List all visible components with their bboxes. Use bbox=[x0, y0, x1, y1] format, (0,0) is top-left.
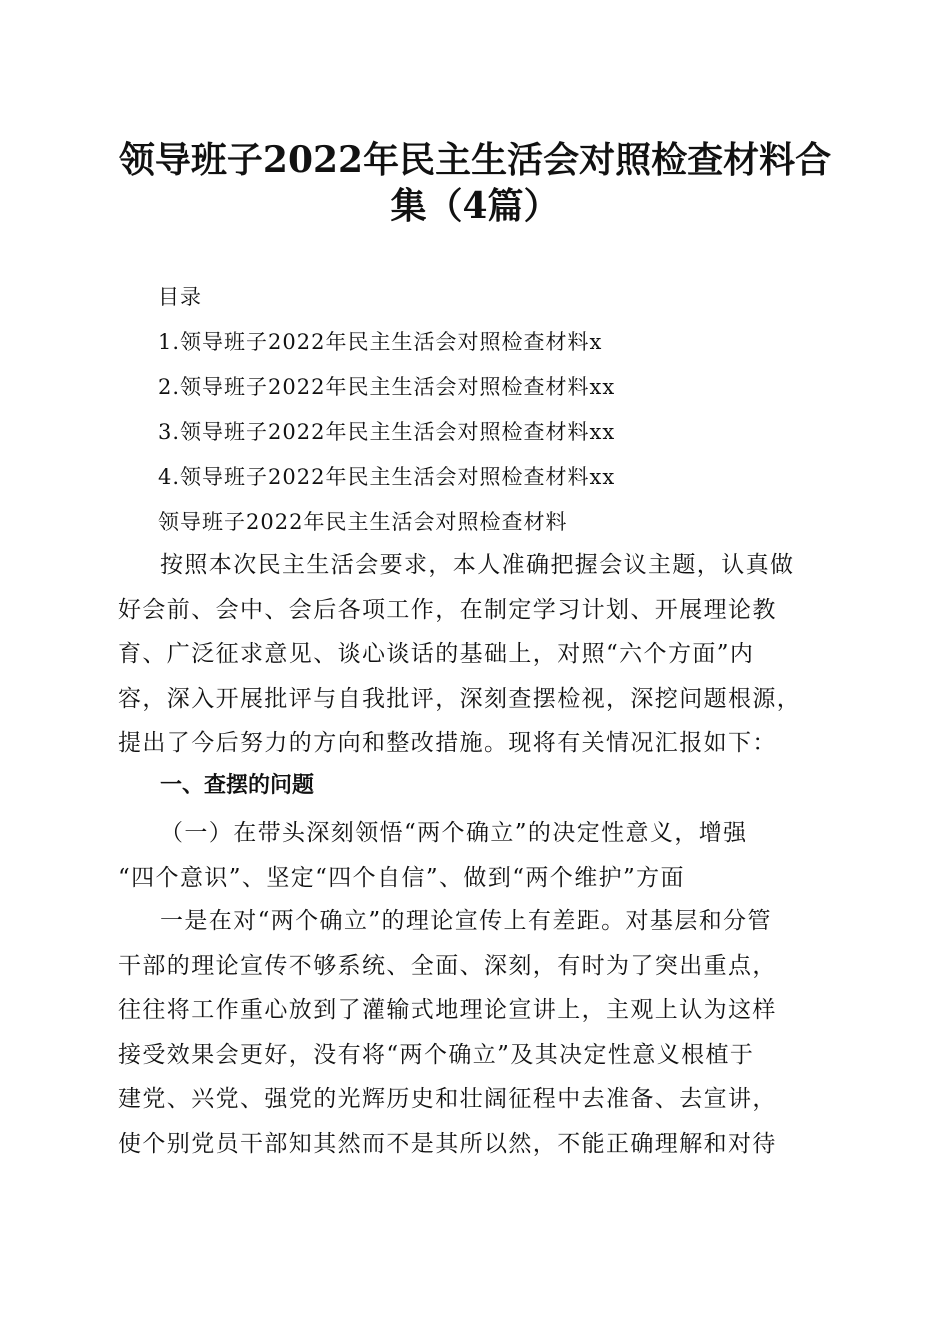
section-title: 领导班子2022年民主生活会对照检查材料 bbox=[158, 510, 568, 534]
body-line: 使个别党员干部知其然而不是其所以然，不能正确理解和对待 bbox=[118, 1130, 777, 1157]
subheading-line: “四个意识”、坚定“四个自信”、做到“两个维护”方面 bbox=[118, 864, 685, 891]
intro-line: 提出了今后努力的方向和整改措施。现将有关情况汇报如下： bbox=[118, 730, 777, 756]
toc-item-3: 3.领导班子2022年民主生活会对照检查材料xx bbox=[158, 420, 616, 444]
body-line: 接受效果会更好，没有将“两个确立”及其决定性意义根植于 bbox=[118, 1041, 755, 1068]
intro-paragraph bbox=[118, 543, 830, 766]
toc-item-1: 1.领导班子2022年民主生活会对照检查材料x bbox=[158, 330, 603, 354]
body-line: 往往将工作重心放到了灌输式地理论宣讲上，主观上认为这样 bbox=[118, 997, 777, 1023]
document-title-line-2: 集（4篇） bbox=[390, 185, 560, 227]
body-paragraph bbox=[118, 899, 830, 1166]
intro-line: 容，深入开展批评与自我批评，深刻查摆检视，深挖问题根源， bbox=[118, 685, 802, 712]
body-line: 建党、兴党、强党的光辉历史和壮阔征程中去准备、去宣讲， bbox=[118, 1086, 777, 1112]
toc-item-2: 2.领导班子2022年民主生活会对照检查材料xx bbox=[158, 375, 616, 399]
intro-line: 好会前、会中、会后各项工作，在制定学习计划、开展理论教 bbox=[118, 596, 777, 623]
toc-label: 目录 bbox=[158, 285, 202, 309]
intro-line: 按照本次民主生活会要求，本人准确把握会议主题，认真做 bbox=[160, 552, 795, 578]
subheading-line: （一）在带头深刻领悟“两个确立”的决定性意义，增强 bbox=[160, 820, 748, 846]
document-title-line-1: 领导班子2022年民主生活会对照检查材料合 bbox=[118, 139, 832, 181]
body-line: 一是在对“两个确立”的理论宣传上有差距。对基层和分管 bbox=[160, 908, 772, 934]
heading-problems: 一、查摆的问题 bbox=[160, 773, 315, 798]
subheading-paragraph bbox=[118, 811, 830, 900]
body-line: 干部的理论宣传不够系统、全面、深刻，有时为了突出重点， bbox=[118, 952, 777, 979]
intro-line: 育、广泛征求意见、谈心谈话的基础上，对照“六个方面”内 bbox=[118, 641, 755, 667]
toc-item-4: 4.领导班子2022年民主生活会对照检查材料xx bbox=[158, 465, 616, 489]
